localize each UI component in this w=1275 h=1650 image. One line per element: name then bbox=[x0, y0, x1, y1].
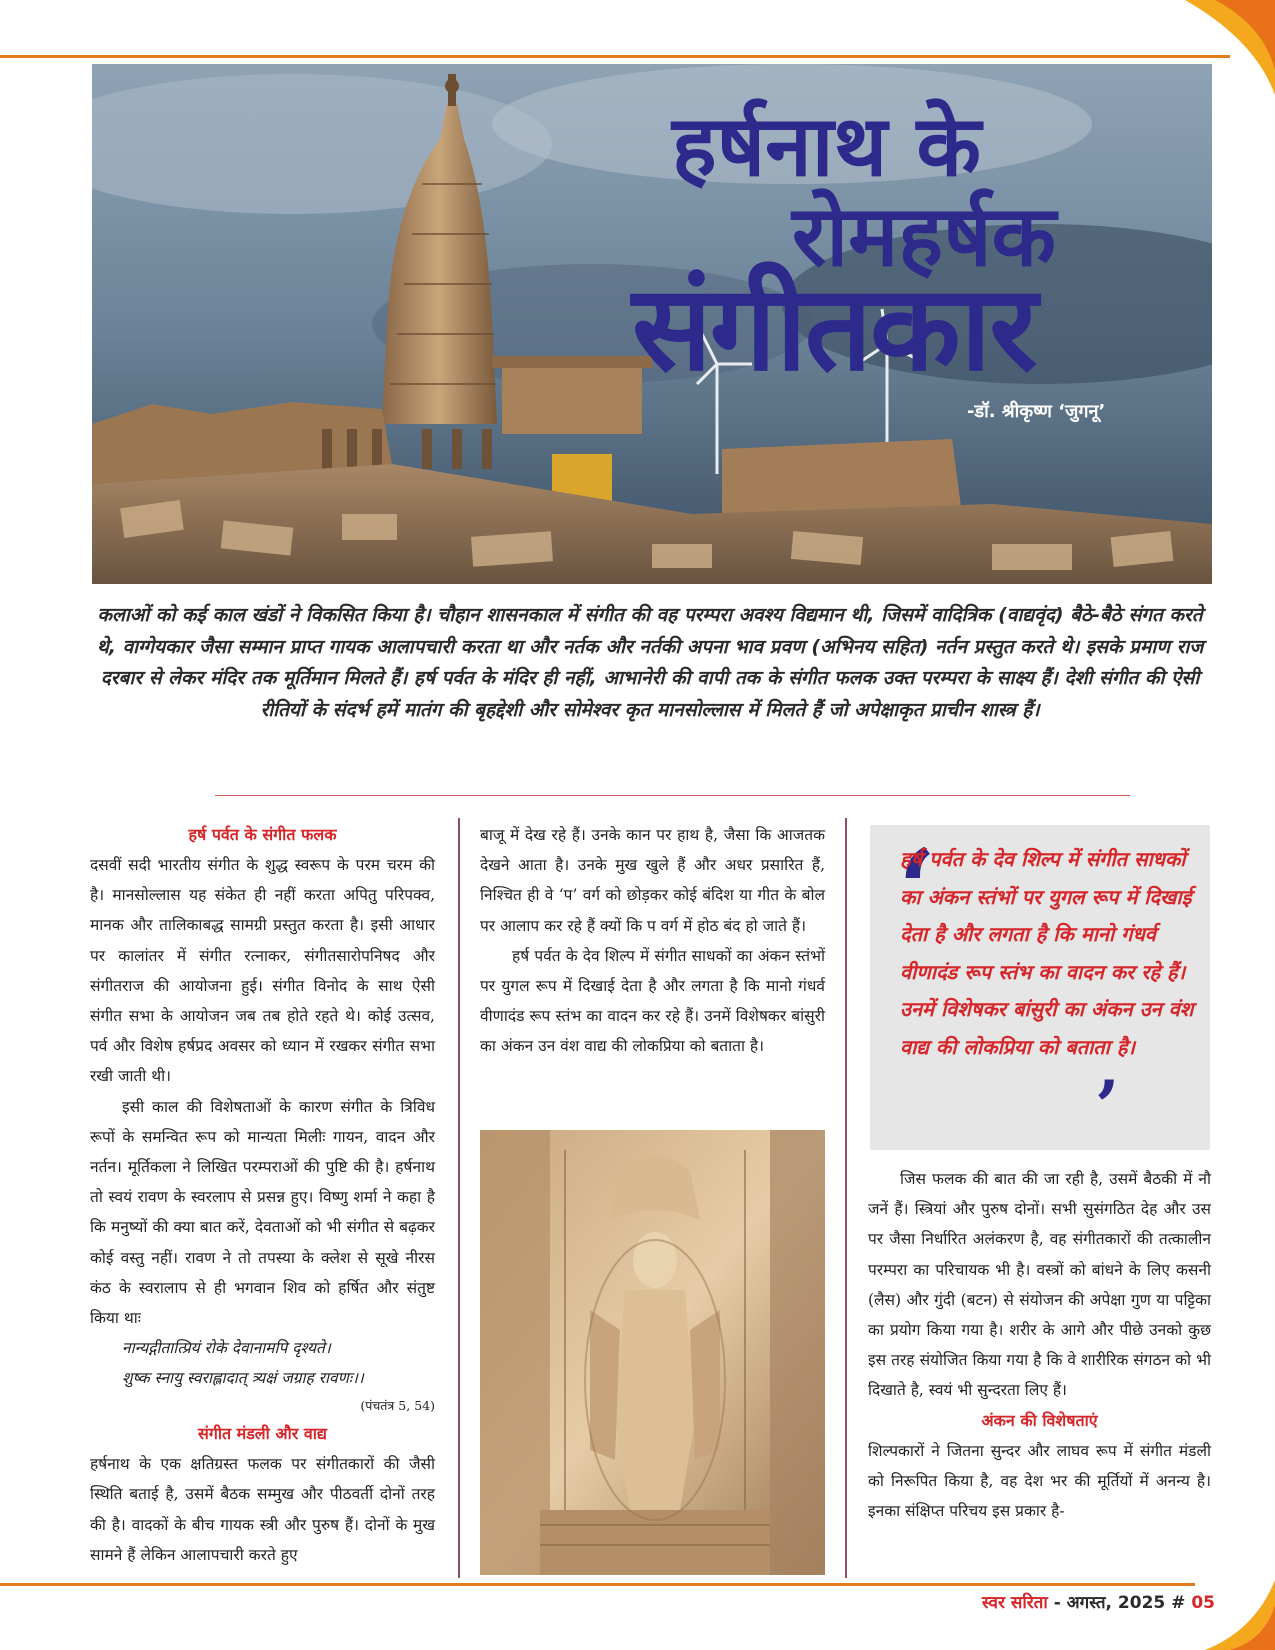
column-1 bbox=[90, 820, 435, 1570]
pull-quote bbox=[870, 825, 1210, 1150]
column-divider bbox=[845, 818, 847, 1578]
title-line-3: संगीतकार bbox=[632, 259, 1036, 397]
bottom-rule bbox=[0, 1583, 1195, 1586]
top-rule bbox=[0, 55, 1230, 58]
sculpture-photo bbox=[480, 1130, 825, 1575]
paragraph: दसवीं सदी भारतीय संगीत के शुद्ध स्वरूप के परम चरम की है। मानसोल्लास यह संकेत ही नहीं करता अपितु परिपक्व, मानक और तालिकाबद्ध सामग्री प्रस्तुत करता है। इसी आधार पर कालांतर में संगीत रत्नाकर, संगीतसारोपनिषद और संगीतराज की आयोजना हुई। संगीत विनोद के साथ ऐसी संगीत सभा के आयोजन जब तब होते रहते थे। कोई उत्सव, पर्व और विशेष हर्षप्रद अवसर को ध्यान में रखकर संगीत सभा रखी जाती थी। bbox=[90, 856, 435, 1086]
paragraph: इसी काल की विशेषताओं के कारण संगीत के त्रिविध रूपों के समन्वित रूप को मान्यता मिलीः गायन, वादन और नर्तन। मूर्तिकला ने लिखित परम्पराओं की पुष्टि की है। हर्षनाथ तो स्वयं रावण के स्वरलाप से प्रसन्न हुए। विष्णु शर्मा ने कहा है कि मनुष्यों की क्या बात करें, देवताओं को भी संगीत से बढ़कर कोई वस्तु नहीं। रावण ने तो तपस्या के क्लेश से सूखे नीरस कंठ के स्वरालाप से ही भगवान शिव को हर्षित और संतुष्ट किया थाः bbox=[90, 1097, 435, 1328]
corner-decoration-bottom bbox=[1185, 1560, 1275, 1650]
section-heading: संगीत मंडली और वाद्य bbox=[198, 1424, 327, 1444]
page-number: 05 bbox=[1191, 1593, 1215, 1613]
column-divider bbox=[458, 818, 460, 1578]
page-footer bbox=[982, 1590, 1215, 1613]
hero-image bbox=[92, 64, 1212, 584]
paragraph: बाजू में देख रहे हैं। उनके कान पर हाथ है, जैसा कि आजतक देखने आता है। उनके मुख खुले हैं और अधर प्रसारित हैं, निश्चित ही वे ‘प’ वर्ग को छोड़कर कोई बंदिश या गीत के बोल पर आलाप कर रहे हैं क्यों कि प वर्ग में होठ बंद हो जाते हैं। bbox=[480, 826, 825, 935]
open-quote-icon: ‘ bbox=[898, 825, 937, 954]
page-number-prefix: # bbox=[1171, 1593, 1186, 1613]
column-2 bbox=[480, 820, 825, 1062]
magazine-name: स्वर सरिता bbox=[981, 1593, 1048, 1613]
issue-date: - अगस्त, 2025 bbox=[1053, 1593, 1166, 1613]
pull-quote-text: हर्ष पर्वत के देव शिल्प में संगीत साधकों का अंकन स्तंभों पर युगल रूप में दिखाई देता है और लगता है कि मानो गंधर्व वीणादंड रूप स्तंभ का वादन कर रहे हैं। उनमें विशेषकर बांसुरी का अंकन उन वंश वाद्य की लोकप्रिया को बताता है। bbox=[900, 847, 1194, 1059]
paragraph: शिल्पकारों ने जितना सुन्दर और लाघव रूप में संगीत मंडली को निरूपित किया है, वह देश भर की मूर्तियों में अनन्य है। इनका संक्षिप्त परिचय इस प्रकार है- bbox=[868, 1441, 1211, 1521]
paragraph: हर्षनाथ के एक क्षतिग्रस्त फलक पर संगीतकारों की जैसी स्थिति बताई है, उसमें बैठक सम्मुख और पीठवर्ती दोनों तरह की है। वादकों के बीच गायक स्त्री और पुरुष हैं। दोनों के मुख सामने हैं लेकिन आलापचारी करते हुए bbox=[90, 1455, 435, 1564]
title-line-1: हर्षनाथ के bbox=[672, 97, 981, 195]
intro-paragraph: कलाओं को कई काल खंडों ने विकसित किया है। चौहान शासनकाल में संगीत की वह परम्परा अवश्य विद्यमान थी, जिसमें वादित्रिक (वाद्यवृंद) बैठे-बैठे संगत करते थे, वाग्गेयकार जैसा सम्मान प्राप्त गायक आलापचारी करता था और नर्तक और नर्तकी अपना भाव प्रवण (अभिनय सहित) नर्तन प्रस्तुत करते थे। इसके प्रमाण राज दरबार से लेकर मंदिर तक मूर्तिमान मिलते हैं। हर्ष पर्वत के मंदिर ही नहीं, आभानेरी की वापी तक के संगीत फलक उक्त परम्परा के साक्ष्य हैं। देशी संगीत की ऐसी रीतियों के संदर्भ हमें मातंग की बृहद्देशी और सोमेश्वर कृत मानसोल्लास में मिलते हैं जो अपेक्षाकृत प्राचीन शास्त्र हैं। bbox=[96, 604, 1204, 721]
title-line-2: रोमहर्षक bbox=[792, 187, 1057, 285]
title-block bbox=[92, 64, 1212, 584]
carved-pillar-image bbox=[480, 1130, 825, 1575]
section-heading: हर्ष पर्वत के संगीत फलक bbox=[188, 825, 337, 844]
verse-line: नान्यद्गीतात्प्रियं रोके देवानामपि दृश्यते। bbox=[122, 1339, 331, 1358]
author-byline: -डॉ. श्रीकृष्ण ‘जुगनू’ bbox=[967, 401, 1106, 422]
paragraph: जिस फलक की बात की जा रही है, उसमें बैठकी में नौ जनें हैं। स्त्रियां और पुरुष दोनों। सभी सुसंगठित देह और उस पर जैसा निर्धारित अलंकरण है, वह संगीतकारों की तत्कालीन परम्परा का परिचायक भी है। वस्त्रों को बांधने के लिए कसनी (लैस) और गुंदी (बटन) से संयोजन की अपेक्षा गुण या पट्टिका का प्रयोग किया गया है। शरीर के आगे और पीछे उनको कुछ इस तरह संयोजित किया गया है कि वे शारीरिक संगठन को भी दिखाते है, स्वयं भी सुन्दरता लिए हैं। bbox=[868, 1170, 1211, 1400]
section-heading: अंकन की विशेषताएं bbox=[981, 1410, 1098, 1430]
paragraph: हर्ष पर्वत के देव शिल्प में संगीत साधकों का अंकन स्तंभों पर युगल रूप में दिखाई देता है और लगता है कि मानो गंधर्व वीणादंड रूप स्तंभ का वादन कर रहे हैं। उनमें विशेषकर बांसुरी का अंकन उन वंश वाद्य की लोकप्रिया को बताता है। bbox=[480, 946, 825, 1056]
close-quote-icon: ’ bbox=[1095, 1065, 1120, 1148]
verse-reference: (पंचतंत्र 5, 54) bbox=[360, 1398, 435, 1414]
column-3 bbox=[868, 1164, 1211, 1526]
verse-line: शुष्क स्नायु स्वराह्लादात् त्र्यक्षं जग्राह रावणः।। bbox=[122, 1369, 364, 1388]
intro-divider bbox=[215, 795, 1130, 796]
